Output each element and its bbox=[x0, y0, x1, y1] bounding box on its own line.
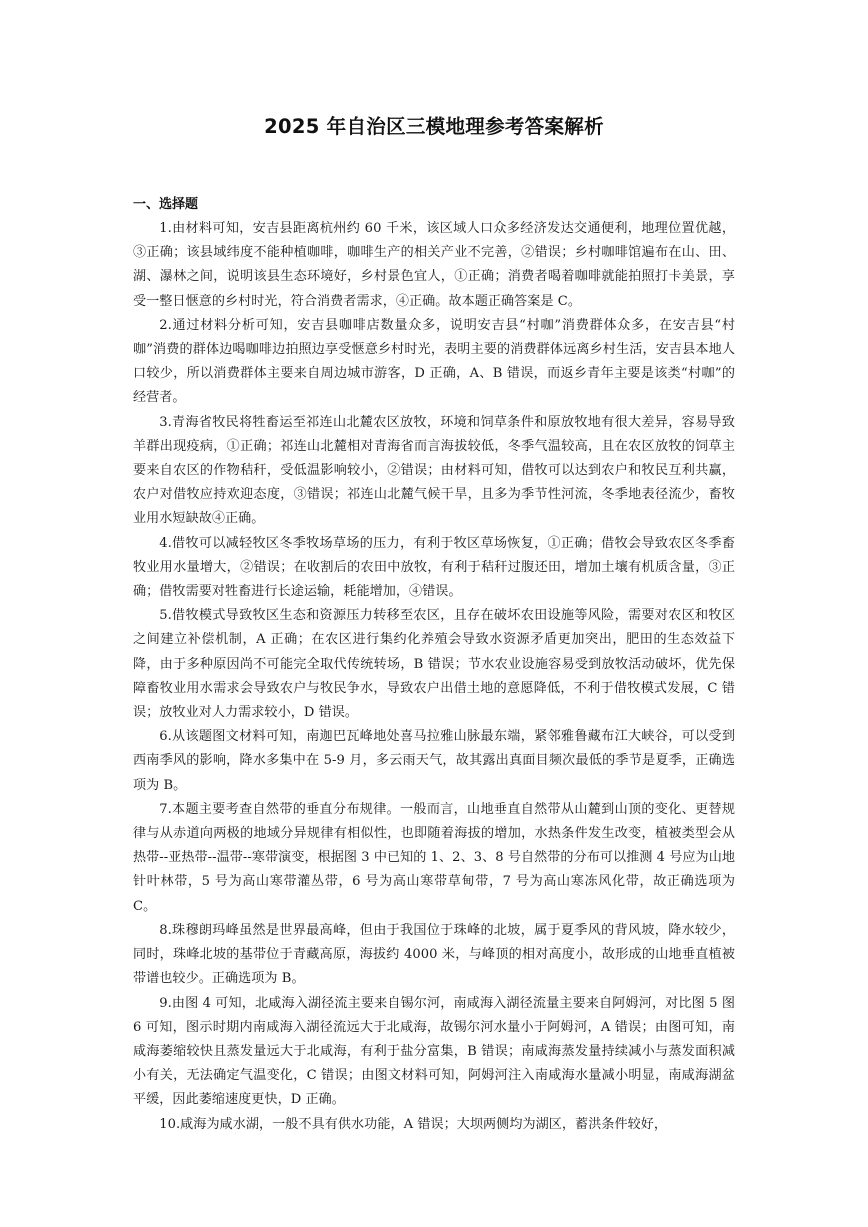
section-heading: 一、选择题 bbox=[133, 197, 199, 212]
answer-paragraph-2: 2.通过材料分析可知，安吉县咖啡店数量众多，说明安吉县“村咖”消费群体众多，在安吉县“村咖”消费的群体边喝咖啡边拍照边享受惬意乡村时光，表明主要的消费群体远离乡村生活，安吉县本地人口较少，所以消费群体主要来自周边城市游客，D 正确，A、B 错误，而返乡青年主要是该类“村咖”的经营者。 bbox=[133, 317, 735, 406]
answer-paragraph-8: 8.珠穆朗玛峰虽然是世界最高峰，但由于我国位于珠峰的北坡，属于夏季风的背风坡，降水较少，同时，珠峰北坡的基带位于青藏高原，海拔约 4000 米，与峰顶的相对高度小，故形成的山地垂直植被带谱也较少。正确选项为 B。 bbox=[133, 922, 735, 987]
answer-paragraph-4: 4.借牧可以减轻牧区冬季牧场草场的压力，有利于牧区草场恢复，①正确；借牧会导致农区冬季畜牧业用水量增大，②错误；在收割后的农田中放牧，有利于秸秆过腹还田，增加土壤有机质含量，③正确；借牧需要对牲畜进行长途运输，耗能增加，④错误。 bbox=[133, 535, 735, 600]
answer-paragraph-10: 10.咸海为咸水湖，一般不具有供水功能，A 错误；大坝两侧均为湖区，蓄洪条件较好， bbox=[159, 1116, 668, 1132]
answer-paragraph-6: 6.从该题图文材料可知，南迦巴瓦峰地处喜马拉雅山脉最东端，紧邻雅鲁藏布江大峡谷，可以受到西南季风的影响，降水多集中在 5-9 月，多云雨天气，故其露出真面目频次最低的季节是夏季，正确选项为 B。 bbox=[133, 729, 735, 793]
document-title: 2025 年自治区三模地理参考答案解析 bbox=[264, 115, 604, 138]
answer-paragraph-1: 1.由材料可知，安吉县距离杭州约 60 千米，该区域人口众多经济发达交通便利，地理位置优越，③正确；该县域纬度不能种植咖啡，咖啡生产的相关产业不完善，②错误；乡村咖啡馆遍布在山、田、湖、瀑林之间，说明该县生态环境好，乡村景色宜人，①正确；消费者喝着咖啡就能拍照打卡美景，享受一整日惬意的乡村时光，符合消费者需求，④正确。故本题正确答案是 C。 bbox=[133, 221, 735, 309]
answer-paragraph-5: 5.借牧模式导致牧区生态和资源压力转移至农区，且存在破坏农田设施等风险，需要对农区和牧区之间建立补偿机制，A 正确；在农区进行集约化养殖会导致水资源矛盾更加突出，肥田的生态效益下降，由于多种原因尚不可能完全取代传统转场，B 错误；节水农业设施容易受到放牧活动破坏，优先保障畜牧业用水需求会导致农户与牧民争水，导致农户出借土地的意愿降低，不利于借牧模式发展，C 错误；放牧业对人力需求较小，D 错误。 bbox=[133, 608, 735, 721]
answer-paragraph-7: 7.本题主要考查自然带的垂直分布规律。一般而言，山地垂直自然带从山麓到山顶的变化、更替规律与从赤道向两极的地域分异规律有相似性，也即随着海拔的增加，水热条件发生改变，植被类型会从热带--亚热带--温带--寒带演变，根据图 3 中已知的 1、2、3、8 号自然带的分布可以推测 4 号应为山地针叶林带，5 号为高山寒带灌丛带，6 号为高山寒带草甸带，7 号为高山寒冻风化带，故正确选项为 C。 bbox=[133, 801, 735, 914]
answer-paragraph-9: 9.由图 4 可知，北咸海入湖径流主要来自锡尔河，南咸海入湖径流量主要来自阿姆河，对比图 5 图 6 可知，图示时期内南咸海入湖径流远大于北咸海，故锡尔河水量小于阿姆河，A 错误；由图可知，南咸海萎缩较快且蒸发量远大于北咸海，有利于盐分富集，B 错误；南咸海蒸发量持续减小与蒸发面积减小有关，无法确定气温变化，C 错误；由图文材料可知，阿姆河注入南咸海水量减小明显，南咸海湖盆平缓，因此萎缩速度更快，D 正确。 bbox=[133, 995, 735, 1108]
answer-paragraph-3: 3.青海省牧民将牲畜运至祁连山北麓农区放牧，环境和饲草条件和原放牧地有很大差异，容易导致羊群出现疫病，①正确；祁连山北麓相对青海省而言海拔较低，冬季气温较高，且在农区放牧的饲草主要来自农区的作物秸秆，受低温影响较小，②错误；由材料可知，借牧可以达到农户和牧民互利共赢，农户对借牧应持欢迎态度，③错误；祁连山北麓气候干旱，且多为季节性河流，冬季地表径流少，畜牧业用水短缺故④正确。 bbox=[133, 414, 735, 527]
